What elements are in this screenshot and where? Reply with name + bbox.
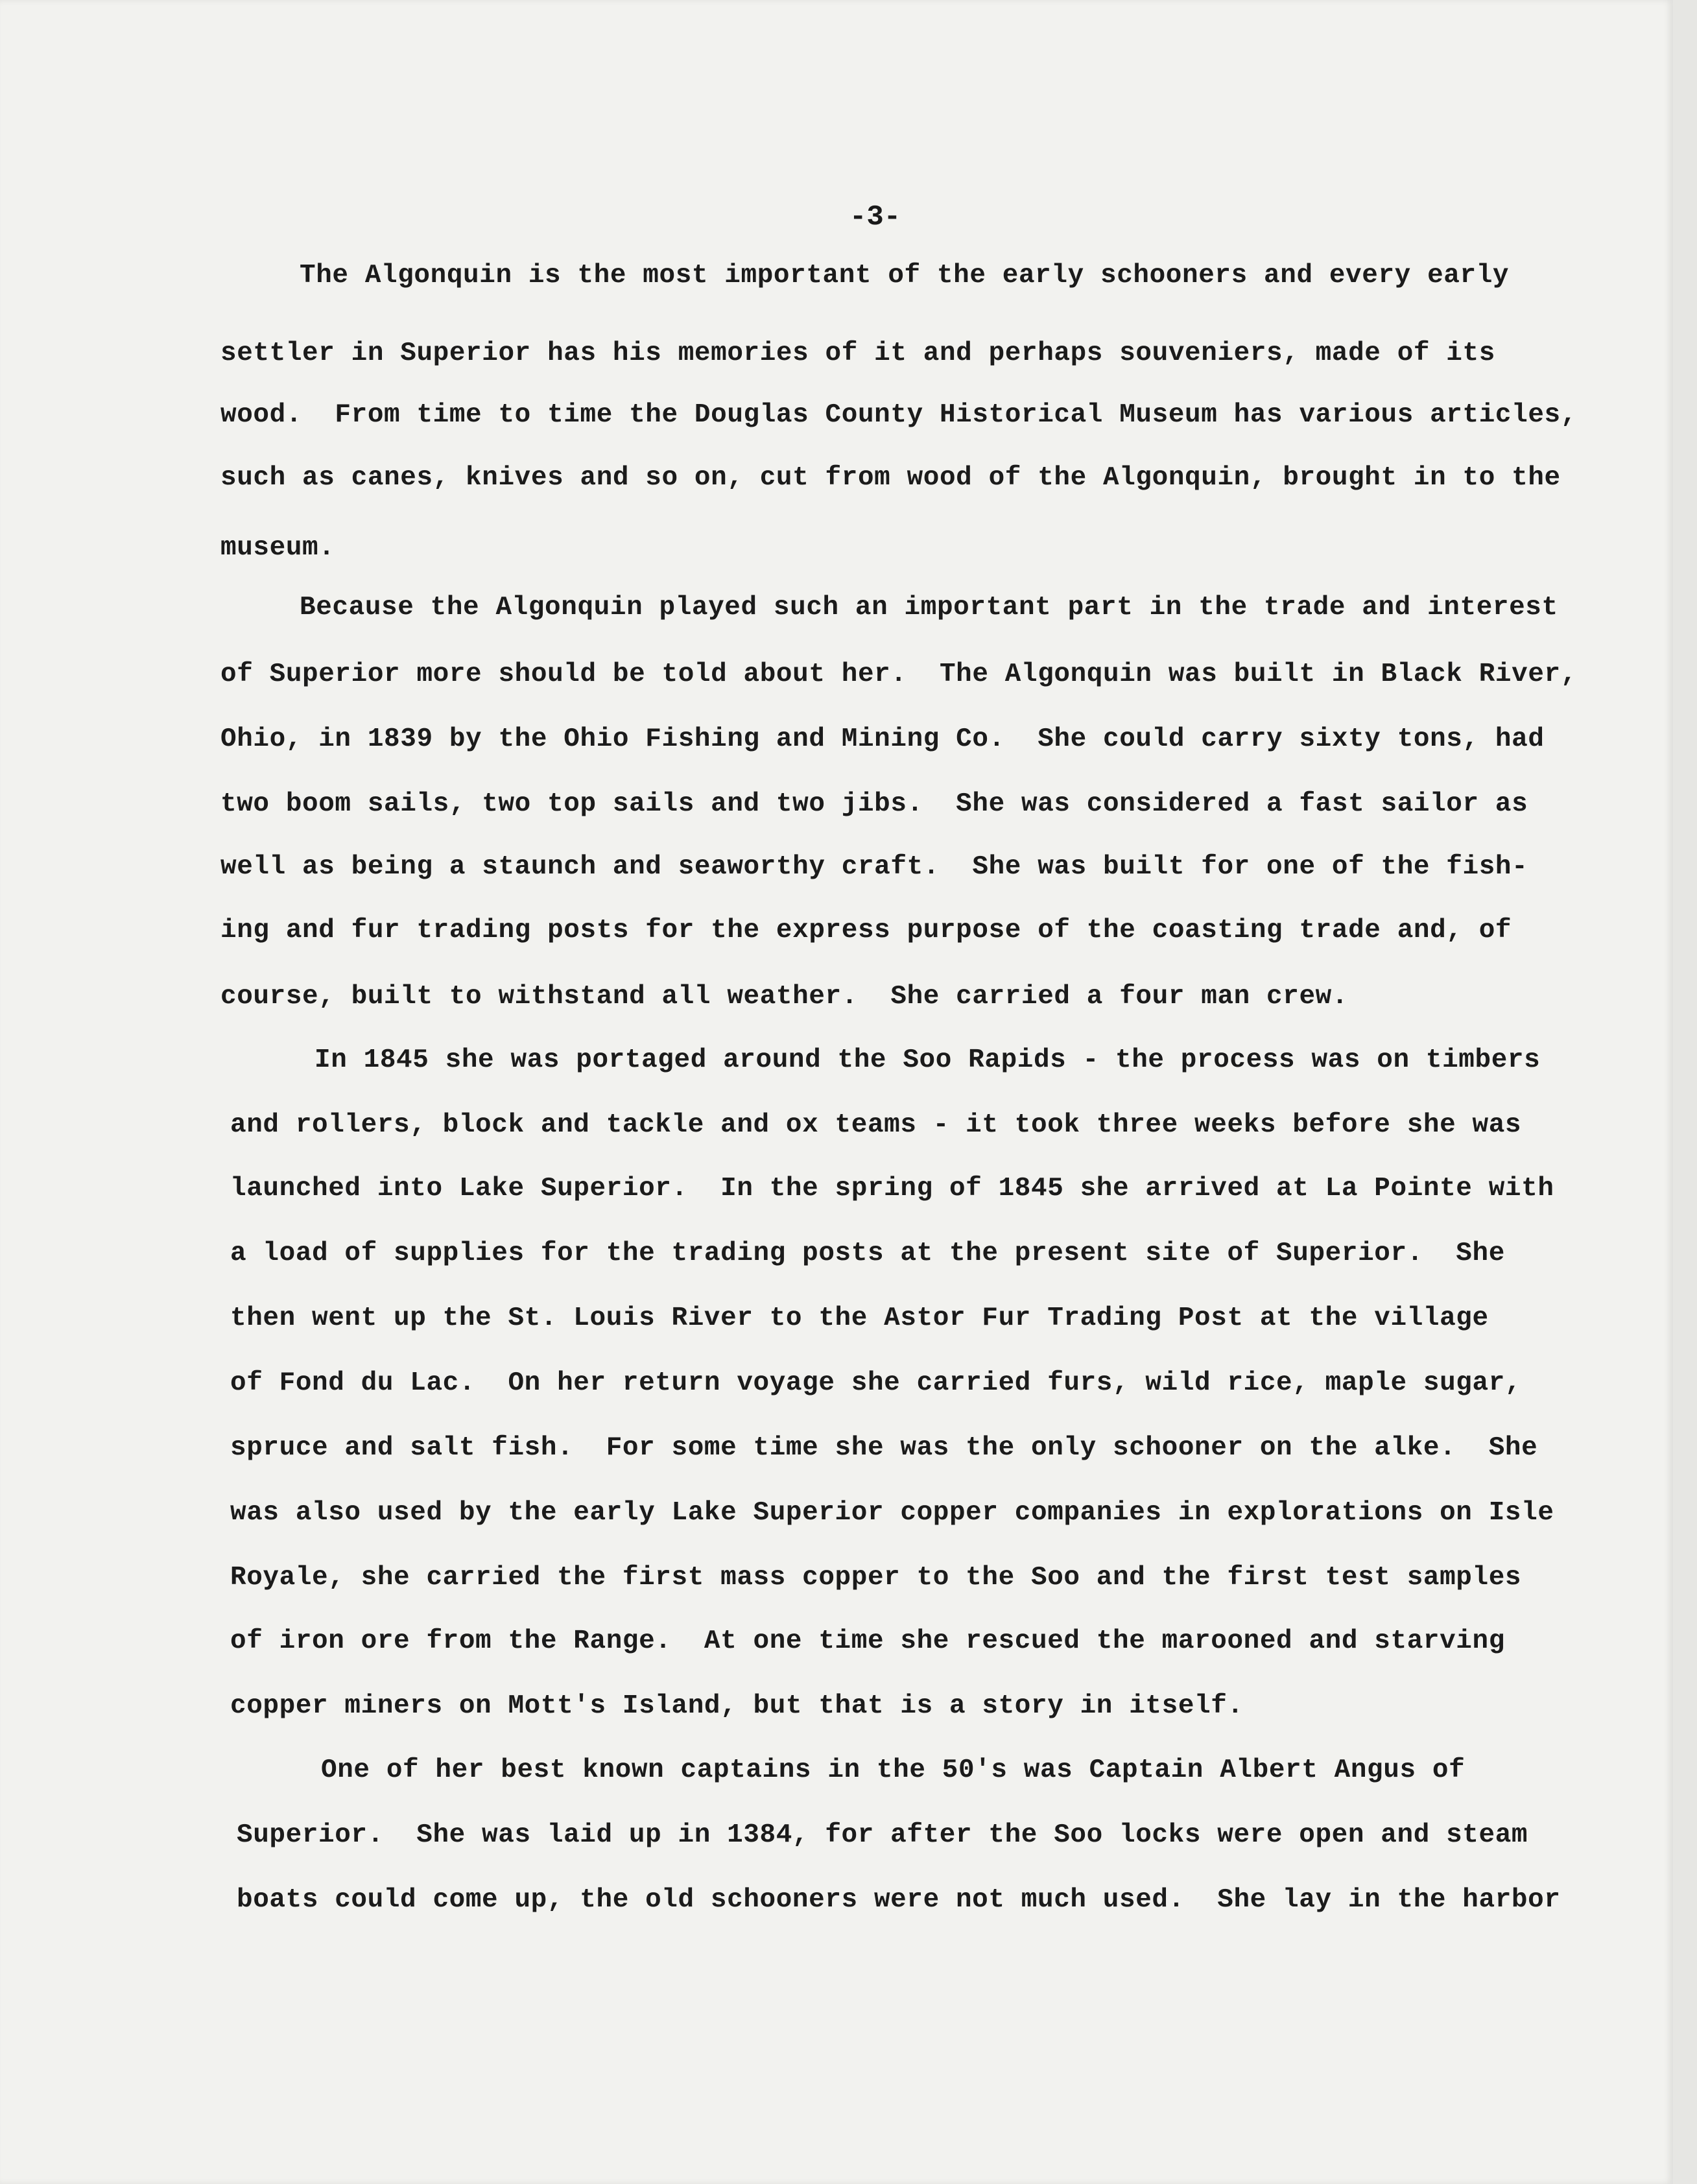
page-number: -3- — [849, 201, 901, 233]
text-line: Because the Algonquin played such an important part in the trade and interest — [300, 593, 1558, 623]
text-line: Superior. She was laid up in 1384, for after the Soo locks were open and steam — [237, 1820, 1528, 1850]
text-line: settler in Superior has his memories of it and perhaps souveniers, made of its — [220, 338, 1495, 368]
text-line: course, built to withstand all weather. She carried a four man crew. — [220, 982, 1349, 1012]
text-line: two boom sails, two top sails and two jibs. She was considered a fast sailor as — [220, 789, 1528, 819]
text-line: Ohio, in 1839 by the Ohio Fishing and Mining Co. She could carry sixty tons, had — [220, 724, 1545, 754]
text-line: and rollers, block and tackle and ox teams - it took three weeks before she was — [230, 1110, 1522, 1140]
text-line: museum. — [220, 533, 335, 563]
text-line: such as canes, knives and so on, cut from wood of the Algonquin, brought in to the — [220, 463, 1561, 493]
text-line: One of her best known captains in the 50's was Captain Albert Angus of — [321, 1755, 1466, 1785]
text-line: In 1845 she was portaged around the Soo Rapids - the process was on timbers — [314, 1045, 1541, 1075]
page-edge — [1673, 0, 1697, 2184]
text-line: ing and fur trading posts for the express purpose of the coasting trade and, of — [220, 916, 1512, 945]
text-line: The Algonquin is the most important of the early schooners and every early — [300, 261, 1510, 291]
text-line: was also used by the early Lake Superior copper companies in explorations on Isle — [230, 1498, 1554, 1528]
text-line: launched into Lake Superior. In the spring of 1845 she arrived at La Pointe with — [230, 1174, 1554, 1204]
text-line: then went up the St. Louis River to the Astor Fur Trading Post at the village — [230, 1303, 1489, 1333]
text-line: of iron ore from the Range. At one time she rescued the marooned and starving — [230, 1626, 1505, 1656]
text-line: copper miners on Mott's Island, but that is a story in itself. — [230, 1691, 1244, 1721]
text-line: of Superior more should be told about her. The Algonquin was built in Black River, — [220, 659, 1577, 689]
text-line: a load of supplies for the trading posts at the present site of Superior. She — [230, 1239, 1505, 1268]
text-line: Royale, she carried the first mass copper to the Soo and the first test samples — [230, 1563, 1522, 1593]
text-line: of Fond du Lac. On her return voyage she carried furs, wild rice, maple sugar, — [230, 1368, 1522, 1398]
text-line: well as being a staunch and seaworthy craft. She was built for one of the fish- — [220, 852, 1528, 882]
text-line: boats could come up, the old schooners were not much used. She lay in the harbor — [237, 1885, 1561, 1915]
text-line: spruce and salt fish. For some time she was the only schooner on the alke. She — [230, 1433, 1538, 1463]
text-line: wood. From time to time the Douglas County Historical Museum has various articles, — [220, 400, 1577, 430]
